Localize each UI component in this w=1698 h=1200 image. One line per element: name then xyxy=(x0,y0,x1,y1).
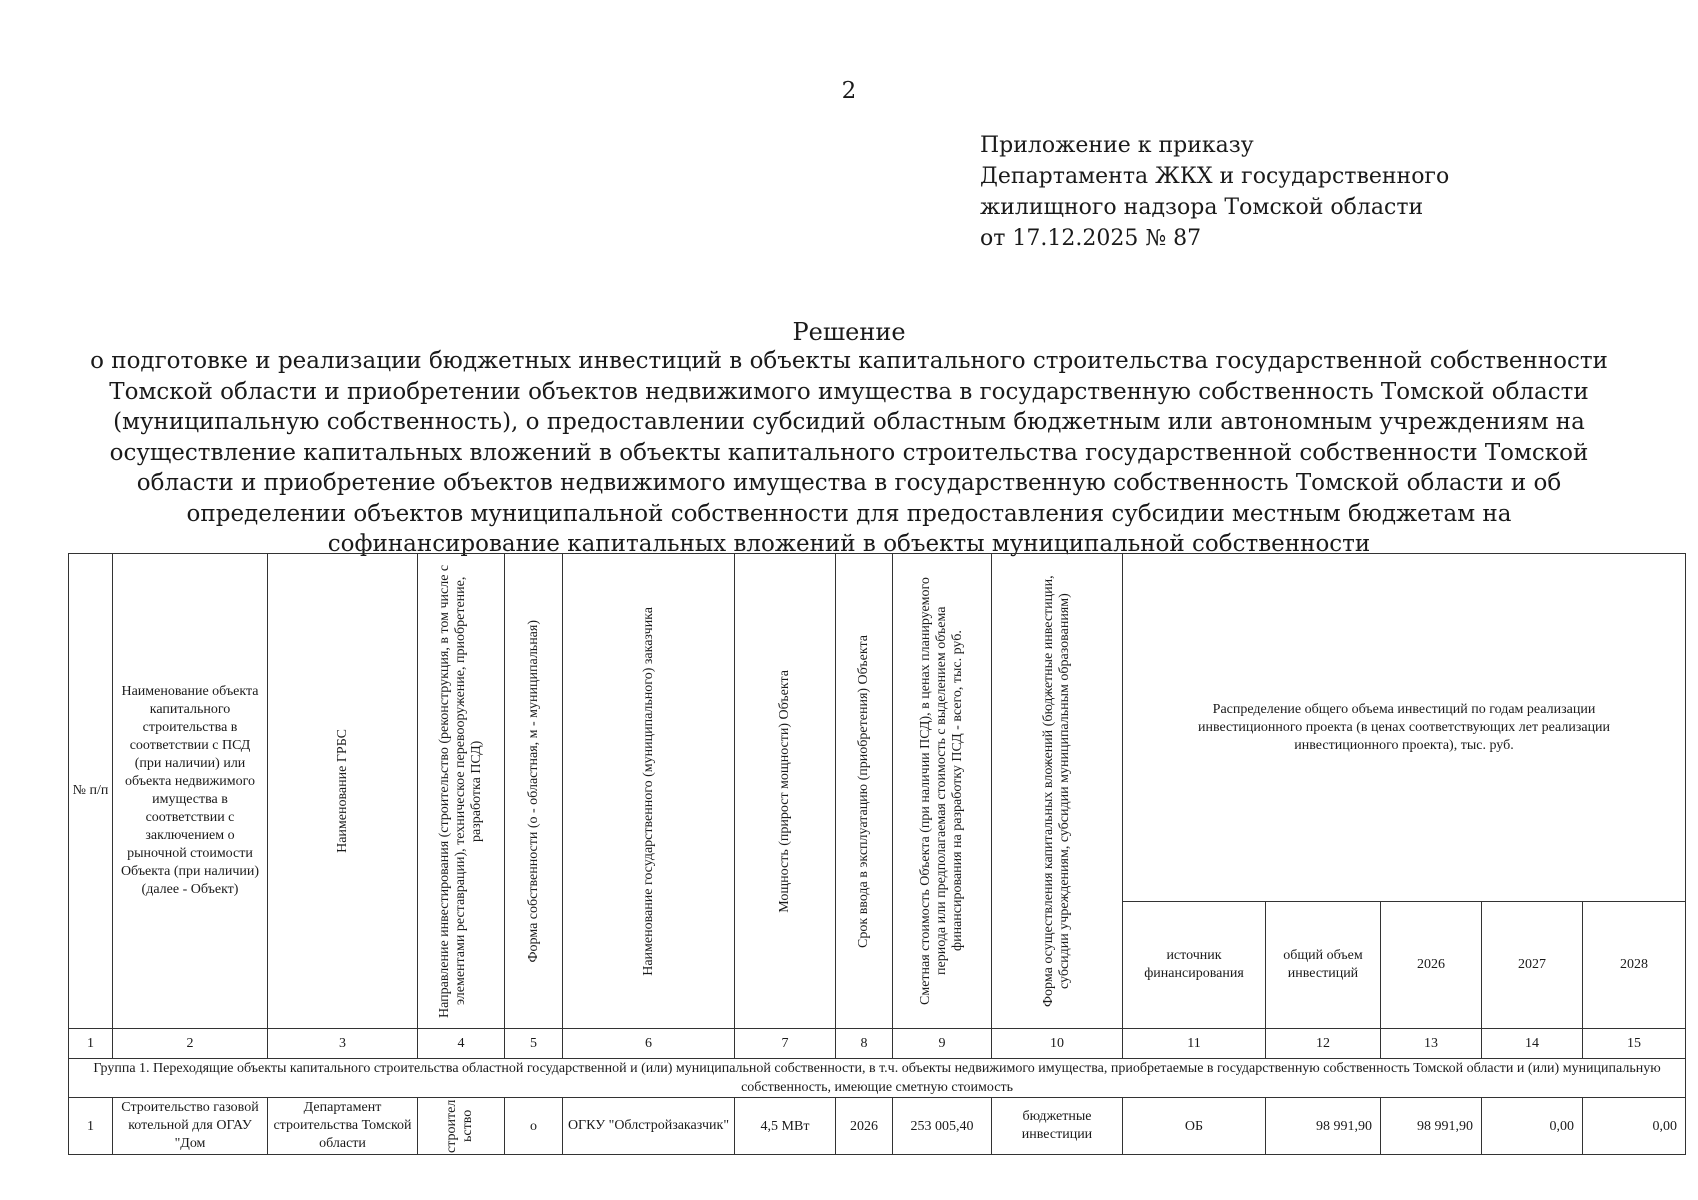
appendix-date-line: от 17.12.2025 № 87 xyxy=(980,226,1202,251)
table-row xyxy=(69,1098,1686,1155)
cell-2028: 0,00 xyxy=(1583,1098,1686,1155)
decision-body: о подготовке и реализации бюджетных инвестиций в объекты капитального строительства государственной собственности Томской области и приобретении объектов недвижимого имущества в государственную собственность Томской области (муниципальную собственность), о предоставлении субсидий областным бюджетным или автономным учреждениям на осуществление капитальных вложений в объекты капитального строительства государственной собственности Томской области и приобретение объектов недвижимого имущества в государственную собственность Томской области и об определении объектов муниципальной собственности для предоставления субсидии местным бюджетам на софинансирование капитальных вложений в объекты муниципальной собственности xyxy=(90,348,1608,557)
column-number: 1 xyxy=(69,1029,113,1059)
header-ownership: Форма собственности (о - областная, м - муниципальная) xyxy=(505,554,563,1029)
cell-2026: 98 991,90 xyxy=(1381,1098,1482,1155)
appendix-line: Департамента ЖКХ и государственного xyxy=(980,164,1450,189)
column-number: 12 xyxy=(1266,1029,1381,1059)
column-number: 7 xyxy=(735,1029,836,1059)
page-number: 2 xyxy=(841,78,857,104)
appendix-line: Приложение к приказу xyxy=(980,133,1254,158)
cell-ownership: о xyxy=(505,1098,563,1155)
column-number: 11 xyxy=(1123,1029,1266,1059)
cell-source: ОБ xyxy=(1123,1098,1266,1155)
cell-grbs: Департамент строительства Томской области xyxy=(268,1098,418,1155)
column-number: 10 xyxy=(992,1029,1123,1059)
column-number: 8 xyxy=(836,1029,893,1059)
cell-term: 2026 xyxy=(836,1098,893,1155)
column-number: 2 xyxy=(113,1029,268,1059)
column-number: 9 xyxy=(893,1029,992,1059)
cell-object: Строительство газовой котельной для ОГАУ "Дом xyxy=(113,1098,268,1155)
column-number: 6 xyxy=(563,1029,735,1059)
header-distribution: Распределение общего объема инвестиций по годам реализации инвестиционного проекта (в ценах соответствующих лет реализации инвестиционного проекта), тыс. руб. xyxy=(1123,554,1686,902)
column-numbers-row xyxy=(69,1029,1686,1059)
header-cost: Сметная стоимость Объекта (при наличии ПСД), в ценах планируемого периода или предполагаемая стоимость с выделением объема финансирования на разработку ПСД - всего, тыс. руб. xyxy=(893,554,992,1029)
header-year-2027: 2027 xyxy=(1482,902,1583,1029)
cell-direction: строительство xyxy=(418,1098,505,1155)
header-object-name: Наименование объекта капитального строительства в соответствии с ПСД (при наличии) или объекта недвижимого имущества в соответствии с заключением о рыночной стоимости Объекта (при наличии) (далее - Объект) xyxy=(113,554,268,1029)
cell-form: бюджетные инвестиции xyxy=(992,1098,1123,1155)
cell-num: 1 xyxy=(69,1098,113,1155)
investment-table xyxy=(68,553,1686,1155)
header-form: Форма осуществления капитальных вложений (бюджетные инвестиции, субсидии учреждениям, субсидии муниципальным образованиям) xyxy=(992,554,1123,1029)
column-number: 14 xyxy=(1482,1029,1583,1059)
header-number: № п/п xyxy=(69,554,113,1029)
column-number: 3 xyxy=(268,1029,418,1059)
header-capacity: Мощность (прирост мощности) Объекта xyxy=(735,554,836,1029)
header-term: Срок ввода в эксплуатацию (приобретения) Объекта xyxy=(836,554,893,1029)
header-grbs: Наименование ГРБС xyxy=(268,554,418,1029)
header-year-2028: 2028 xyxy=(1583,902,1686,1029)
header-source: источник финансирования xyxy=(1123,902,1266,1029)
group-row xyxy=(69,1059,1686,1098)
column-number: 13 xyxy=(1381,1029,1482,1059)
decision-title: Решение xyxy=(792,318,906,346)
appendix-block xyxy=(980,130,1449,254)
header-customer: Наименование государственного (муниципального) заказчика xyxy=(563,554,735,1029)
appendix-line: жилищного надзора Томской области xyxy=(980,195,1424,220)
cell-total: 98 991,90 xyxy=(1266,1098,1381,1155)
column-number: 5 xyxy=(505,1029,563,1059)
cell-cost: 253 005,40 xyxy=(893,1098,992,1155)
column-number: 15 xyxy=(1583,1029,1686,1059)
header-direction: Направление инвестирования (строительство (реконструкция, в том числе с элементами реставрации), техническое перевооружение, приобретение, разработка ПСД) xyxy=(418,554,505,1029)
column-number: 4 xyxy=(418,1029,505,1059)
cell-2027: 0,00 xyxy=(1482,1098,1583,1155)
header-year-2026: 2026 xyxy=(1381,902,1482,1029)
cell-customer: ОГКУ "Облстройзаказчик" xyxy=(563,1098,735,1155)
header-total: общий объем инвестиций xyxy=(1266,902,1381,1029)
group-title: Группа 1. Переходящие объекты капитального строительства областной государственной и (или) муниципальной собственности, в т.ч. объекты недвижимого имущества, приобретаемые в государственную собственность Томской области и (или) муниципальную собственность, имеющие сметную стоимость xyxy=(69,1059,1686,1098)
cell-capacity: 4,5 МВт xyxy=(735,1098,836,1155)
